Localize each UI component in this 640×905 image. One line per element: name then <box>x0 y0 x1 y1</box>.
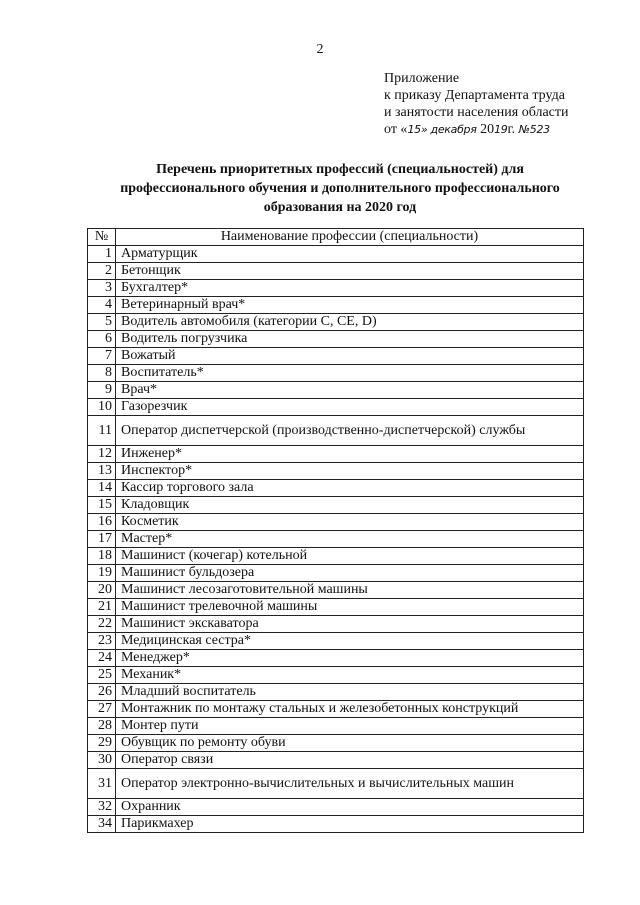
table-row <box>88 684 584 701</box>
row-number: 28 <box>88 718 116 735</box>
row-number: 22 <box>88 616 116 633</box>
row-profession-name: Инспектор* <box>116 463 584 480</box>
row-number: 15 <box>88 497 116 514</box>
row-number: 18 <box>88 548 116 565</box>
appendix-line-2: к приказу Департамента труда <box>384 88 565 103</box>
row-profession-name: Воспитатель* <box>116 365 584 382</box>
row-number: 31 <box>88 769 116 799</box>
handwritten-number: №523 <box>518 123 550 136</box>
table-row <box>88 297 584 314</box>
row-profession-name: Машинист экскаватора <box>116 616 584 633</box>
row-profession-name: Медицинская сестра* <box>116 633 584 650</box>
ref-prefix: от « <box>384 122 408 137</box>
table-row <box>88 799 584 816</box>
row-number: 26 <box>88 684 116 701</box>
row-number: 1 <box>88 246 116 263</box>
row-number: 5 <box>88 314 116 331</box>
appendix-line-1: Приложение <box>384 71 460 86</box>
row-profession-name: Механик* <box>116 667 584 684</box>
row-profession-name: Газорезчик <box>116 399 584 416</box>
table-row <box>88 599 584 616</box>
row-profession-name: Ветеринарный врач* <box>116 297 584 314</box>
appendix-reference <box>384 121 569 138</box>
table-row <box>88 480 584 497</box>
table-row <box>88 769 584 799</box>
table-row <box>88 701 584 718</box>
table-row <box>88 416 584 446</box>
table-row <box>88 548 584 565</box>
table-row <box>88 382 584 399</box>
row-profession-name: Машинист (кочегар) котельной <box>116 548 584 565</box>
row-profession-name: Монтер пути <box>116 718 584 735</box>
row-profession-name: Арматурщик <box>116 246 584 263</box>
row-profession-name: Оператор диспетчерской (производственно-диспетчерской) службы <box>116 416 584 446</box>
table-row <box>88 616 584 633</box>
row-number: 16 <box>88 514 116 531</box>
row-number: 32 <box>88 799 116 816</box>
table-row <box>88 314 584 331</box>
table-row <box>88 463 584 480</box>
row-number: 20 <box>88 582 116 599</box>
table-row <box>88 667 584 684</box>
row-profession-name: Оператор связи <box>116 752 584 769</box>
table-row <box>88 816 584 833</box>
row-number: 12 <box>88 446 116 463</box>
table-row <box>88 752 584 769</box>
row-profession-name: Врач* <box>116 382 584 399</box>
row-profession-name: Косметик <box>116 514 584 531</box>
row-number: 9 <box>88 382 116 399</box>
row-profession-name: Машинист бульдозера <box>116 565 584 582</box>
row-number: 3 <box>88 280 116 297</box>
row-profession-name: Бухгалтер* <box>116 280 584 297</box>
table-header-row <box>88 229 584 246</box>
row-profession-name: Водитель автомобиля (категории C, CE, D) <box>116 314 584 331</box>
row-profession-name: Вожатый <box>116 348 584 365</box>
row-number: 4 <box>88 297 116 314</box>
row-profession-name: Машинист лесозаготовительной машины <box>116 582 584 599</box>
row-number: 29 <box>88 735 116 752</box>
ref-g: г. <box>507 122 519 137</box>
page-number: 2 <box>316 42 324 57</box>
table-row <box>88 531 584 548</box>
row-number: 21 <box>88 599 116 616</box>
row-profession-name: Водитель погрузчика <box>116 331 584 348</box>
row-profession-name: Менеджер* <box>116 650 584 667</box>
row-number: 34 <box>88 816 116 833</box>
row-profession-name: Машинист трелевочной машины <box>116 599 584 616</box>
table-row <box>88 633 584 650</box>
table-row <box>88 399 584 416</box>
row-profession-name: Кассир торгового зала <box>116 480 584 497</box>
row-profession-name: Оператор электронно-вычислительных и вычислительных машин <box>116 769 584 799</box>
row-profession-name: Бетонщик <box>116 263 584 280</box>
row-number: 11 <box>88 416 116 446</box>
table-row <box>88 331 584 348</box>
header-num: № <box>88 229 116 246</box>
table-row <box>88 514 584 531</box>
table-row <box>88 263 584 280</box>
table-row <box>88 365 584 382</box>
professions-table <box>87 228 584 833</box>
table-row <box>88 582 584 599</box>
row-number: 27 <box>88 701 116 718</box>
table-row <box>88 497 584 514</box>
table-row <box>88 348 584 365</box>
table-row <box>88 280 584 297</box>
row-profession-name: Инженер* <box>116 446 584 463</box>
row-profession-name: Обувщик по ремонту обуви <box>116 735 584 752</box>
row-number: 19 <box>88 565 116 582</box>
row-number: 7 <box>88 348 116 365</box>
row-profession-name: Парикмахер <box>116 816 584 833</box>
table-row <box>88 650 584 667</box>
row-number: 13 <box>88 463 116 480</box>
row-number: 25 <box>88 667 116 684</box>
row-profession-name: Младший воспитатель <box>116 684 584 701</box>
row-number: 10 <box>88 399 116 416</box>
row-profession-name: Монтажник по монтажу стальных и железобетонных конструкций <box>116 701 584 718</box>
title-line-3: образования на 2020 год <box>263 200 417 215</box>
row-number: 30 <box>88 752 116 769</box>
handwritten-year: 19 <box>494 123 508 136</box>
row-profession-name: Кладовщик <box>116 497 584 514</box>
table-row <box>88 446 584 463</box>
row-number: 8 <box>88 365 116 382</box>
handwritten-date: 15» декабря <box>407 123 477 136</box>
header-name: Наименование профессии (специальности) <box>116 229 584 246</box>
table-row <box>88 565 584 582</box>
table-row <box>88 735 584 752</box>
appendix-block <box>384 70 569 138</box>
table-row <box>88 718 584 735</box>
table-row <box>88 246 584 263</box>
row-number: 17 <box>88 531 116 548</box>
ref-year-prefix: 20 <box>476 122 495 137</box>
row-profession-name: Охранник <box>116 799 584 816</box>
document-title <box>80 160 600 217</box>
row-number: 23 <box>88 633 116 650</box>
title-line-1: Перечень приоритетных профессий (специальностей) для <box>156 162 524 177</box>
row-number: 6 <box>88 331 116 348</box>
title-line-2: профессионального обучения и дополнительного профессионального <box>120 181 560 196</box>
row-number: 24 <box>88 650 116 667</box>
row-number: 14 <box>88 480 116 497</box>
row-number: 2 <box>88 263 116 280</box>
row-profession-name: Мастер* <box>116 531 584 548</box>
appendix-line-3: и занятости населения области <box>384 105 569 120</box>
